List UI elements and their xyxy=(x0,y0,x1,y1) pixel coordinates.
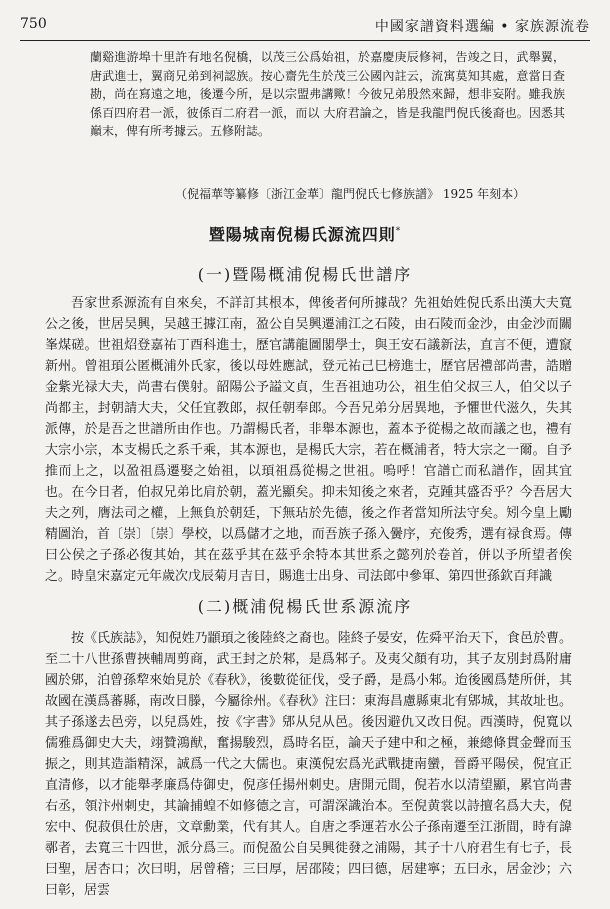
page-header xyxy=(20,14,590,38)
intro-paragraph: 蘭谿進游埠十里許有地名倪橋，以茂三公爲始祖，於嘉慶庚辰修祠，告竣之日，武舉翼，唐武進士，翼商兄弟到祠認族。按心齋先生於茂三公國內註云，流寓莫知其處，意當日查勘，尚在寫遠之地，後遷今所，是以宗盟弗講歟！今彼兄弟殷然來歸，想非妄附。雖我族係百四府君一派，彼係百二府君一派，而以 大府君論之，皆是我龍門倪氏後裔也。因悉其巔末，俾有所考據云。五修附誌。 xyxy=(90,50,565,138)
article-title xyxy=(0,222,610,245)
section-2-title: (二)概浦倪楊氏世系源流序 xyxy=(197,597,413,616)
running-title: 中國家譜資料選編 • 家族源流卷 xyxy=(374,19,590,35)
article-title-text: 暨陽城南倪楊氏源流四則 xyxy=(208,225,396,244)
section-1-title: (一)暨陽概浦倪楊氏世譜序 xyxy=(197,265,413,284)
section-1-body: 吾家世系源流有自來矣，不詳訂其根本，俾後者何所據哉？先祖始姓倪氏系出漢大夫寬公之後，世居吴興，吴越王據江南，盈公自吴興遷浦江之石陵，由石陵而金沙，由金沙而關峯煤磋。世祖炤登嘉祐丁酉科進士，歷官講龍圖閣學士，與王安石議新法，直言不便，遭竄新州。曾祖頊公匿概浦外氏家，後以母姓應試，登元祐己巳榜進士，歷官居禮部尚書，誥贈金紫光禄大夫，尚書右僕射。韶陽公予謚文貞，生吾祖迪功公，祖生伯父叔三人，伯父以子尚都主，封朝請大夫，父任宜教郎，叔任朝奉郎。今吾兄弟分居異地，予懼世代滋久，失其派傳，於是吾之世譜所由作也。乃謂楊氏者，非舉本源也，蓋本予從楊之故而議之也，禮有大宗小宗，本支楊氏之系千乘，其本源也，是楊氏大宗，若在概浦者，特大宗之一爾。自予推而上之，以盈祖爲遷娶之始祖，以頊祖爲從楊之世祖。嗚呼！官譜亡而私譜作，固其宜也。在今日者，伯叔兄弟比肩於朝，蓋光顯矣。抑未知後之來者，克踵其盛否乎？今吾居大夫之列，膺法司之權，上無負於朝廷，下無玷於先德，後之作者當知所法守矣。矧今皇上勵精圖治，首〔崇〕〔崇〕學校，以爲儲才之地，而吾族子孫入黌序，充俊秀，選有禄食焉。傳曰公侯之子孫必復其始，其在茲乎其在茲乎余特本其世系之懿列於卷首，併以予所望者俟之。 xyxy=(45,296,572,584)
footnote-mark: * xyxy=(395,226,402,237)
section-2-body: 按《氏族誌》，知倪姓乃顓頊之後陸終之裔也。陸終子晏安，佐舜平治天下，食邑於曹。至二十八世孫曹挾輔周剪商，武王封之於邾，是爲邾子。及夷父顏有功，其子友別封爲附庸國於郳，泊曾孫犂來始見於《春秋》，後數從征伐，受子爵，是爲小邾。迨後國爲楚所併，其故國在漢爲蕃縣，南改日滕，今屬徐州。《春秋》注曰：東海昌慮縣東北有郳城，其故址也。其子孫遂去邑旁，以兒爲姓，按《字書》郳从兒从邑。後因避仇又改日倪。西漢時，倪寬以儒雅爲御史大夫，翊贊鴻猷，奮揚駿烈，爲時名臣，論天子建中和之極，兼總條貫金聲而玉振之，則其造詣精深，誠爲一代之大儒也。東漢倪宏爲光武戰捷南蠻，晉爵平陽侯，倪宜正直清修，以才能舉孝廉爲侍御史，倪彦任揚州刺史。唐開元間，倪若水以清望顯，累官尚書右丞，領汴州刺史，其論捕蝗不如修德之言，可謂深識治本。至倪黄裳以詩擅名爲大夫，倪宏中、倪菽俱仕於唐，文章勳業，代有其人。自唐之季運若水公子孫南遷至江浙間，時有諱鄩者，去寬三十四世，派分爲三。而倪盈公自吴興徙發之浦陽，其子十八府君生有七子，長曰聖，居杏口；次曰明，居曾稽；三曰厚，居邵陵；四曰德，居建寧；五曰永，居金沙；六曰彰，居雲 xyxy=(45,631,572,898)
section-1-signature: 時皇宋嘉定元年歲次戊辰菊月吉日，賜進士出身、司法郎中參軍、第四世孫欽百拜識 xyxy=(71,569,553,584)
header-rule xyxy=(20,40,590,41)
source-note: （倪福華等纂修〔浙江金華〕龍門倪氏七修族譜》 1925 年刻本） xyxy=(175,187,526,201)
page-number: 750 xyxy=(20,16,47,32)
